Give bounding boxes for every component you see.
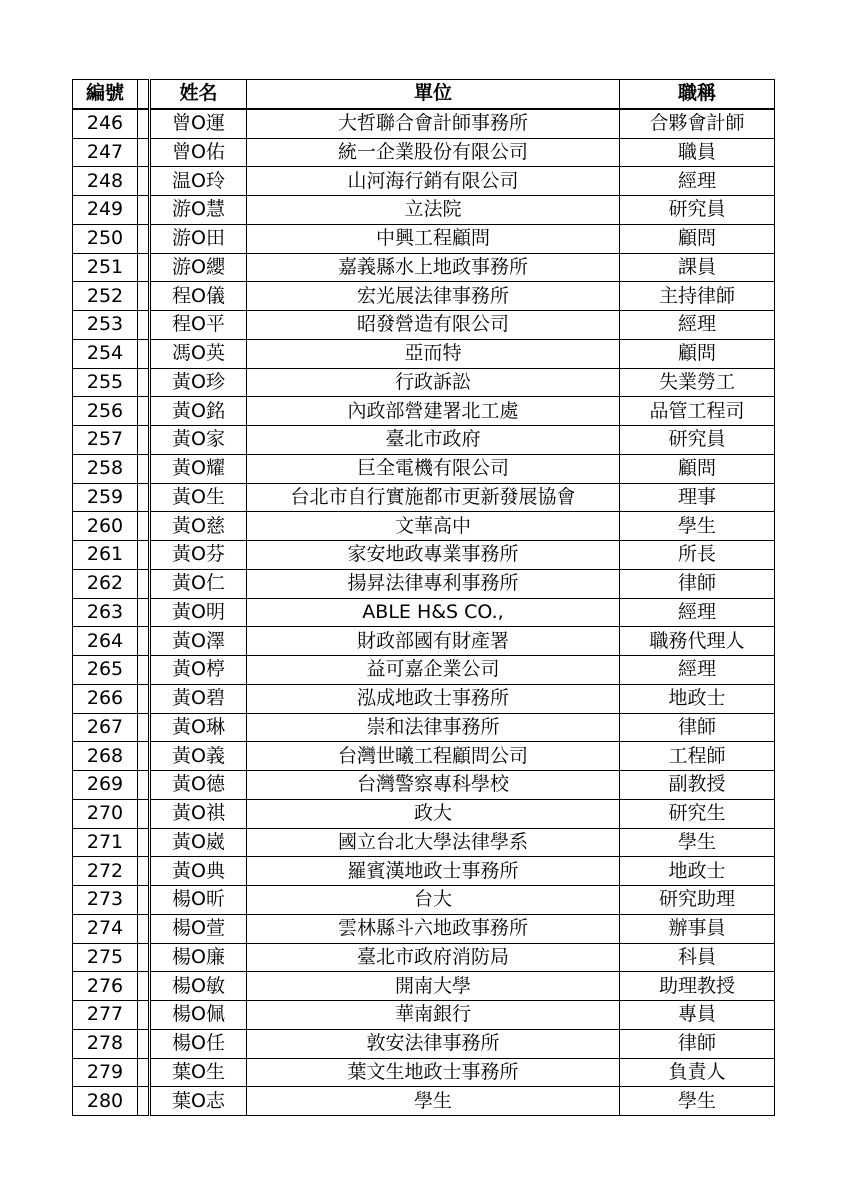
cell-number: 278 (73, 1029, 138, 1058)
table-row (73, 454, 775, 483)
cell-gap (138, 541, 150, 570)
cell-title: 地政士 (620, 684, 775, 713)
cell-title: 經理 (620, 167, 775, 196)
table-row (73, 972, 775, 1001)
cell-number: 259 (73, 483, 138, 512)
cell-gap (138, 1058, 150, 1087)
cell-number: 260 (73, 512, 138, 541)
cell-title: 研究員 (620, 196, 775, 225)
header-title: 職稱 (620, 80, 775, 109)
cell-number: 262 (73, 569, 138, 598)
cell-number: 257 (73, 426, 138, 455)
cell-unit: 開南大學 (247, 972, 620, 1001)
cell-gap (138, 167, 150, 196)
cell-name: 游O慧 (150, 196, 247, 225)
cell-unit: 中興工程顧問 (247, 224, 620, 253)
cell-name: 楊O佩 (150, 1001, 247, 1030)
cell-number: 272 (73, 857, 138, 886)
cell-title: 品管工程司 (620, 397, 775, 426)
cell-unit: 立法院 (247, 196, 620, 225)
cell-unit: 敦安法律事務所 (247, 1029, 620, 1058)
cell-unit: 文華高中 (247, 512, 620, 541)
cell-unit: 宏光展法律事務所 (247, 282, 620, 311)
cell-unit: 臺北市政府消防局 (247, 943, 620, 972)
cell-gap (138, 627, 150, 656)
cell-gap (138, 972, 150, 1001)
cell-title: 律師 (620, 569, 775, 598)
cell-title: 律師 (620, 1029, 775, 1058)
cell-gap (138, 253, 150, 282)
table-row (73, 914, 775, 943)
cell-number: 264 (73, 627, 138, 656)
header-row (73, 80, 775, 109)
cell-number: 265 (73, 656, 138, 685)
cell-title: 研究員 (620, 426, 775, 455)
table-row (73, 943, 775, 972)
cell-unit: 揚昇法律專利事務所 (247, 569, 620, 598)
cell-title: 失業勞工 (620, 368, 775, 397)
cell-gap (138, 397, 150, 426)
cell-unit: ABLE H&S CO., (247, 598, 620, 627)
cell-gap (138, 799, 150, 828)
cell-number: 256 (73, 397, 138, 426)
cell-gap (138, 109, 150, 138)
cell-unit: 國立台北大學法律學系 (247, 828, 620, 857)
cell-number: 273 (73, 886, 138, 915)
cell-gap (138, 196, 150, 225)
cell-name: 程O平 (150, 311, 247, 340)
table-row (73, 742, 775, 771)
table-row (73, 1087, 775, 1116)
cell-title: 科員 (620, 943, 775, 972)
cell-unit: 家安地政專業事務所 (247, 541, 620, 570)
participant-table (72, 79, 775, 1116)
cell-number: 276 (73, 972, 138, 1001)
cell-number: 254 (73, 339, 138, 368)
cell-number: 248 (73, 167, 138, 196)
cell-unit: 學生 (247, 1087, 620, 1116)
cell-unit: 巨全電機有限公司 (247, 454, 620, 483)
cell-name: 曾O佑 (150, 138, 247, 167)
cell-title: 學生 (620, 512, 775, 541)
table-row (73, 1058, 775, 1087)
cell-gap (138, 483, 150, 512)
cell-gap (138, 426, 150, 455)
table-row (73, 1001, 775, 1030)
cell-gap (138, 656, 150, 685)
cell-unit: 羅賓漢地政士事務所 (247, 857, 620, 886)
cell-name: 游O纓 (150, 253, 247, 282)
cell-name: 黃O銘 (150, 397, 247, 426)
cell-name: 馮O英 (150, 339, 247, 368)
cell-name: 葉O志 (150, 1087, 247, 1116)
table-row (73, 541, 775, 570)
cell-name: 黃O崴 (150, 828, 247, 857)
table-row (73, 196, 775, 225)
cell-name: 黃O芬 (150, 541, 247, 570)
table-row (73, 799, 775, 828)
cell-title: 專員 (620, 1001, 775, 1030)
table-row (73, 253, 775, 282)
cell-number: 252 (73, 282, 138, 311)
cell-unit: 雲林縣斗六地政事務所 (247, 914, 620, 943)
cell-name: 黃O典 (150, 857, 247, 886)
table-row (73, 771, 775, 800)
cell-name: 黃O耀 (150, 454, 247, 483)
cell-unit: 大哲聯合會計師事務所 (247, 109, 620, 138)
cell-number: 266 (73, 684, 138, 713)
cell-title: 學生 (620, 828, 775, 857)
cell-unit: 政大 (247, 799, 620, 828)
cell-name: 黃O祺 (150, 799, 247, 828)
cell-gap (138, 598, 150, 627)
cell-unit: 嘉義縣水上地政事務所 (247, 253, 620, 282)
cell-title: 經理 (620, 311, 775, 340)
table-row (73, 886, 775, 915)
table-row (73, 109, 775, 138)
cell-gap (138, 857, 150, 886)
cell-title: 職務代理人 (620, 627, 775, 656)
table-row (73, 828, 775, 857)
cell-unit: 泓成地政士事務所 (247, 684, 620, 713)
cell-gap (138, 224, 150, 253)
table-row (73, 598, 775, 627)
cell-gap (138, 512, 150, 541)
cell-number: 271 (73, 828, 138, 857)
cell-unit: 統一企業股份有限公司 (247, 138, 620, 167)
header-number: 編號 (73, 80, 138, 109)
cell-title: 研究生 (620, 799, 775, 828)
cell-gap (138, 138, 150, 167)
cell-unit: 山河海行銷有限公司 (247, 167, 620, 196)
cell-name: 游O田 (150, 224, 247, 253)
table-row (73, 713, 775, 742)
table-row (73, 224, 775, 253)
table-row (73, 684, 775, 713)
cell-number: 246 (73, 109, 138, 138)
cell-gap (138, 943, 150, 972)
cell-title: 顧問 (620, 224, 775, 253)
cell-unit: 昭發營造有限公司 (247, 311, 620, 340)
cell-unit: 亞而特 (247, 339, 620, 368)
header-gap (138, 80, 150, 109)
cell-gap (138, 368, 150, 397)
table-row (73, 167, 775, 196)
cell-title: 合夥會計師 (620, 109, 775, 138)
cell-name: 黃O生 (150, 483, 247, 512)
cell-title: 地政士 (620, 857, 775, 886)
cell-gap (138, 713, 150, 742)
table-row (73, 1029, 775, 1058)
cell-number: 247 (73, 138, 138, 167)
cell-name: 楊O萱 (150, 914, 247, 943)
cell-title: 顧問 (620, 454, 775, 483)
cell-unit: 內政部營建署北工處 (247, 397, 620, 426)
cell-gap (138, 311, 150, 340)
cell-title: 理事 (620, 483, 775, 512)
table-row (73, 483, 775, 512)
cell-gap (138, 914, 150, 943)
cell-name: 黃O仁 (150, 569, 247, 598)
cell-name: 黃O琳 (150, 713, 247, 742)
cell-gap (138, 339, 150, 368)
cell-title: 負責人 (620, 1058, 775, 1087)
cell-name: 楊O昕 (150, 886, 247, 915)
cell-name: 黃O德 (150, 771, 247, 800)
table-body (73, 109, 775, 1116)
table-row (73, 569, 775, 598)
cell-gap (138, 282, 150, 311)
cell-number: 274 (73, 914, 138, 943)
cell-number: 251 (73, 253, 138, 282)
cell-unit: 台大 (247, 886, 620, 915)
cell-name: 楊O廉 (150, 943, 247, 972)
cell-number: 267 (73, 713, 138, 742)
cell-name: 黃O碧 (150, 684, 247, 713)
table-row (73, 627, 775, 656)
cell-title: 研究助理 (620, 886, 775, 915)
cell-number: 270 (73, 799, 138, 828)
cell-number: 263 (73, 598, 138, 627)
cell-title: 律師 (620, 713, 775, 742)
cell-gap (138, 569, 150, 598)
table-row (73, 339, 775, 368)
cell-number: 261 (73, 541, 138, 570)
cell-unit: 葉文生地政士事務所 (247, 1058, 620, 1087)
cell-number: 258 (73, 454, 138, 483)
cell-number: 269 (73, 771, 138, 800)
cell-gap (138, 1087, 150, 1116)
cell-title: 辦事員 (620, 914, 775, 943)
cell-gap (138, 1001, 150, 1030)
cell-number: 275 (73, 943, 138, 972)
cell-title: 顧問 (620, 339, 775, 368)
cell-title: 經理 (620, 598, 775, 627)
table-row (73, 426, 775, 455)
cell-title: 職員 (620, 138, 775, 167)
cell-unit: 台灣警察專科學校 (247, 771, 620, 800)
cell-name: 温O玲 (150, 167, 247, 196)
cell-unit: 行政訴訟 (247, 368, 620, 397)
cell-name: 楊O敏 (150, 972, 247, 1001)
cell-unit: 財政部國有財產署 (247, 627, 620, 656)
table-row (73, 368, 775, 397)
cell-unit: 台北市自行實施都市更新發展協會 (247, 483, 620, 512)
table-row (73, 311, 775, 340)
cell-name: 黃O澤 (150, 627, 247, 656)
cell-title: 學生 (620, 1087, 775, 1116)
cell-title: 課員 (620, 253, 775, 282)
cell-number: 280 (73, 1087, 138, 1116)
cell-number: 250 (73, 224, 138, 253)
cell-title: 經理 (620, 656, 775, 685)
cell-name: 黃O慈 (150, 512, 247, 541)
cell-name: 黃O明 (150, 598, 247, 627)
cell-title: 助理教授 (620, 972, 775, 1001)
table-row (73, 138, 775, 167)
cell-name: 黃O楟 (150, 656, 247, 685)
cell-title: 副教授 (620, 771, 775, 800)
cell-unit: 華南銀行 (247, 1001, 620, 1030)
cell-name: 楊O任 (150, 1029, 247, 1058)
table-row (73, 397, 775, 426)
table-row (73, 857, 775, 886)
cell-number: 277 (73, 1001, 138, 1030)
table-row (73, 282, 775, 311)
cell-title: 工程師 (620, 742, 775, 771)
cell-title: 所長 (620, 541, 775, 570)
cell-number: 253 (73, 311, 138, 340)
cell-gap (138, 828, 150, 857)
cell-gap (138, 684, 150, 713)
cell-gap (138, 742, 150, 771)
cell-gap (138, 771, 150, 800)
cell-name: 曾O運 (150, 109, 247, 138)
cell-unit: 臺北市政府 (247, 426, 620, 455)
cell-number: 268 (73, 742, 138, 771)
cell-unit: 台灣世曦工程顧問公司 (247, 742, 620, 771)
header-name: 姓名 (150, 80, 247, 109)
table-row (73, 656, 775, 685)
cell-unit: 崇和法律事務所 (247, 713, 620, 742)
table-row (73, 512, 775, 541)
cell-name: 葉O生 (150, 1058, 247, 1087)
cell-gap (138, 454, 150, 483)
cell-unit: 益可嘉企業公司 (247, 656, 620, 685)
cell-name: 黃O家 (150, 426, 247, 455)
cell-name: 程O儀 (150, 282, 247, 311)
cell-name: 黃O珍 (150, 368, 247, 397)
cell-gap (138, 886, 150, 915)
cell-number: 249 (73, 196, 138, 225)
cell-number: 255 (73, 368, 138, 397)
cell-name: 黃O義 (150, 742, 247, 771)
header-unit: 單位 (247, 80, 620, 109)
cell-title: 主持律師 (620, 282, 775, 311)
cell-number: 279 (73, 1058, 138, 1087)
cell-gap (138, 1029, 150, 1058)
